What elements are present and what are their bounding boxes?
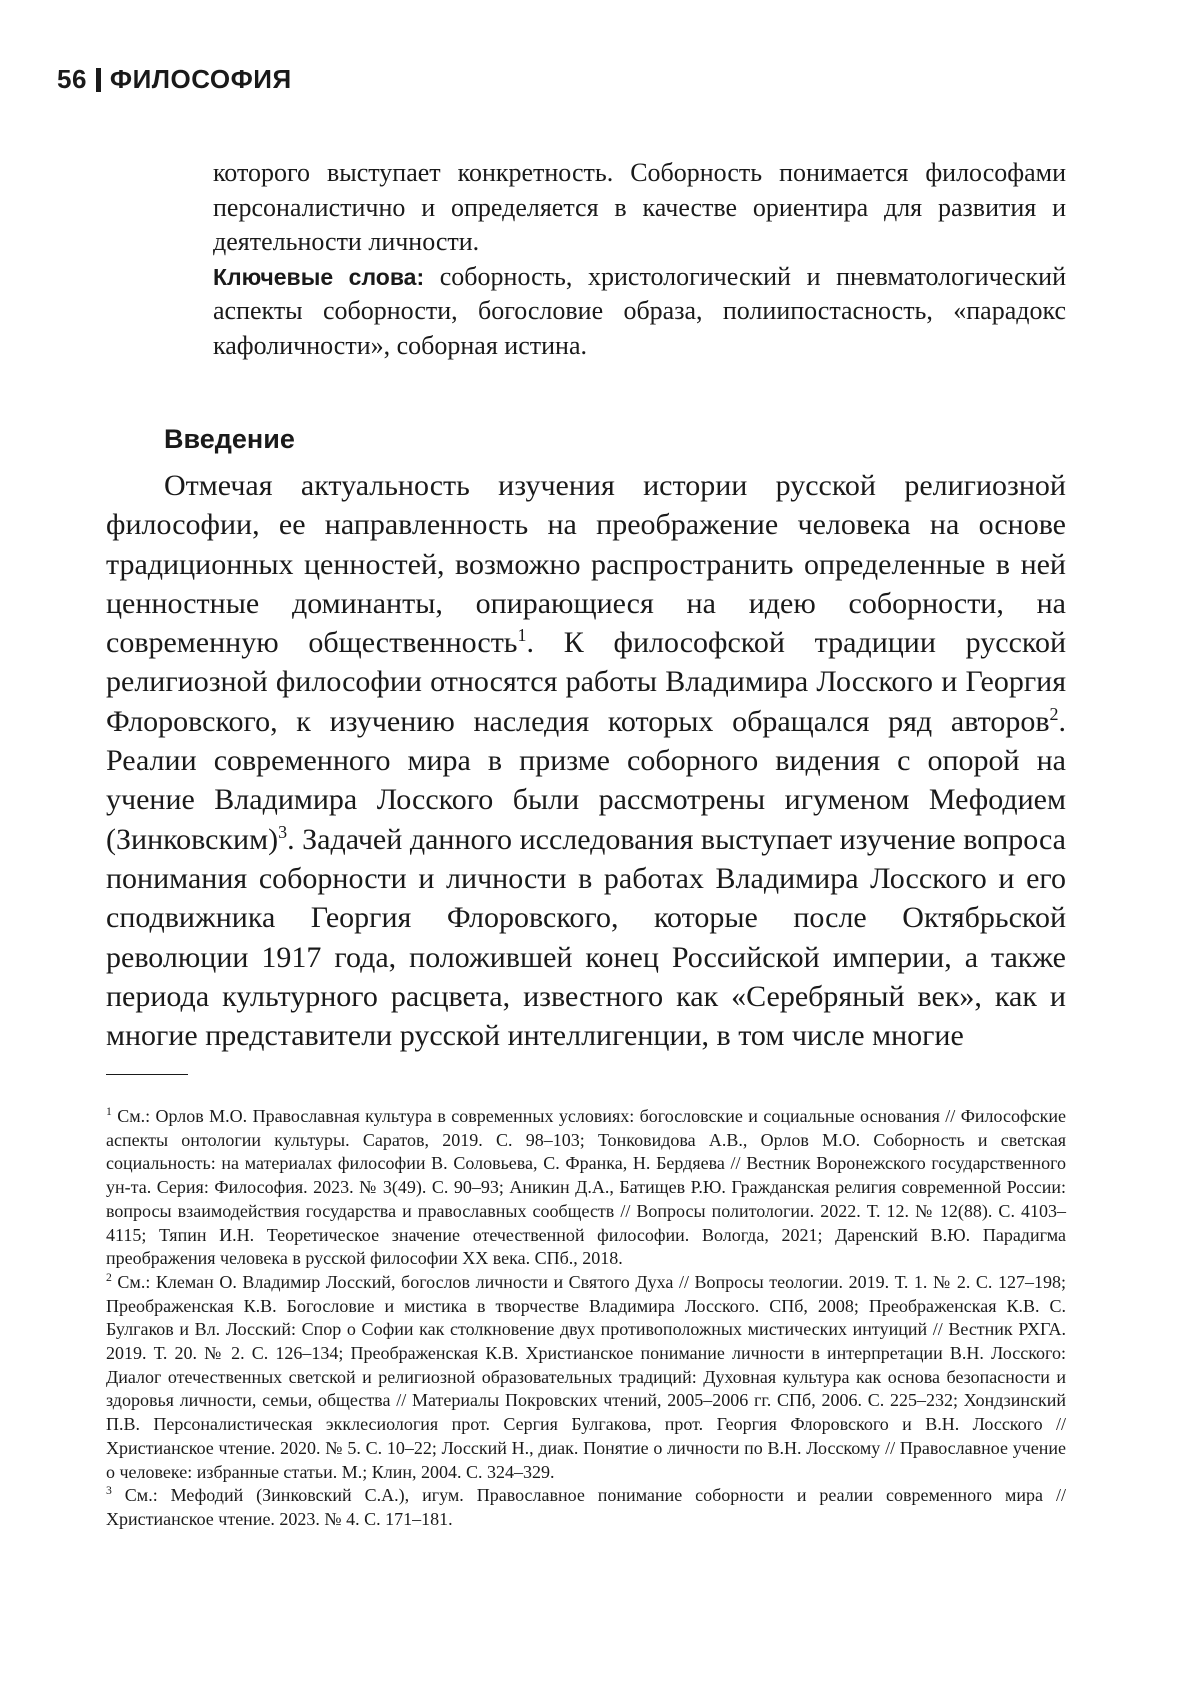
body-segment: Отмечая актуальность изучения истории русской религиозной философии, ее направленность на преображение человека на основе традиционных ценностей, возможно распространить определенные в ней ценностные доминанты, опирающиеся на идею соборности, на современную общественность [106,469,1066,660]
running-head [57,64,292,95]
keywords-paragraph [213,260,1066,364]
header-divider [96,68,101,92]
footnote-text: См.: Клеман О. Владимир Лосский, богослов личности и Святого Духа // Вопросы теологии. 2019. Т. 1. № 2. С. 127–198; Преображенская К.В. Богословие и мистика в творчестве Владимира Лосского. СПб, 2008; Преображенская К.В. С. Булгаков и Вл. Лосский: Спор о Софии как столкновение двух противоположных мистических интуиций // Вестник РХГА. 2019. Т. 20. № 2. С. 126–134; Преображенская К.В. Христианское понимание личности в интерпретации В.Н. Лосского: Диалог отечественных светской и религиозной образовательных традиций: Духовная культура как основа безопасности и здоровья личности, семьи, общества // Материалы Покровских чтений, 2005–2006 гг. СПб, 2006. С. 225–232; Хондзинский П.В. Персоналистическая экклесиология прот. Сергия Булгакова, прот. Георгия Флоровского и В.Н. Лосского // Христианское чтение. 2020. № 5. С. 10–22; Лосский Н., диак. Понятие о личности по В.Н. Лосскому // Православное учение о человеке: избранные статьи. М.; Клин, 2004. С. 324–329. [106,1271,1066,1482]
footnote-ref-3[interactable]: 3 [278,821,288,842]
section-title: ФИЛОСОФИЯ [109,64,292,94]
footnotes [106,1105,1066,1532]
footnote-marker: 3 [106,1484,112,1498]
keywords-text: соборность, христологический и пневматологический аспекты соборности, богословие образа, полиипостасность, «парадокс кафоличности», соборная истина. [213,261,1066,360]
body-segment: . Реалии современного мира в призме соборного видения с опорой на учение Владимира Лосского были рассмотрены игуменом Мефодием (Зинковским) [106,704,1066,856]
introduction-body [106,466,1066,1055]
footnote-text: См.: Мефодий (Зинковский С.А.), игум. Православное понимание соборности и реалии современного мира // Христианское чтение. 2023. № 4. С. 171–181. [106,1485,1066,1529]
footnote-ref-2[interactable]: 2 [1049,703,1059,724]
footnote-2 [106,1271,1066,1484]
footnote-3 [106,1484,1066,1531]
abstract-text: которого выступает конкретность. Соборность понимается философами персоналистично и определяется в качестве ориентира для развития и деятельности личности. [213,158,1066,256]
footnote-1 [106,1105,1066,1271]
section-heading: Введение [164,424,295,454]
footnote-separator [106,1074,188,1075]
footnote-ref-1[interactable]: 1 [517,625,527,646]
footnote-marker: 2 [106,1270,112,1284]
page-number: 56 [57,64,87,94]
body-segment: . Задачей данного исследования выступает изучение вопроса понимания соборности и личности в работах Владимира Лосского и его сподвижника Георгия Флоровского, которые после Октябрьской революции 1917 года, положившей конец Российской империи, а также периода культурного расцвета, известного как «Серебряный век», как и многие представители русской интеллигенции, в том числе многие [106,822,1066,1053]
introduction-paragraph [106,466,1066,1055]
keywords-label: Ключевые слова: [213,263,425,290]
body-segment: . К философской традиции русской религиозной философии относятся работы Владимира Лосского и Георгия Флоровского, к изучению наследия которых обращался ряд авторов [106,626,1067,738]
footnote-text: См.: Орлов М.О. Православная культура в современных условиях: богословские и социальные основания // Философские аспекты онтологии культуры. Саратов, 2019. С. 98–103; Тонковидова А.В., Орлов М.О. Соборность и светская социальность: на материалах философии В. Соловьева, С. Франка, Н. Бердяева // Вестник Воронежского государственного ун-та. Серия: Философия. 2023. № 3(49). С. 90–93; Аникин Д.А., Батищев Р.Ю. Гражданская религия современной России: вопросы взаимодействия государства и православных сообществ // Вопросы политологии. 2022. Т. 12. № 12(88). С. 4103–4115; Тяпин И.Н. Теоретическое значение отечественной философии. Вологда, 2021; Даренский В.Ю. Парадигма преображения человека в русской философии XX века. СПб., 2018. [106,1106,1066,1269]
abstract [213,156,1066,363]
footnote-marker: 1 [106,1105,112,1118]
